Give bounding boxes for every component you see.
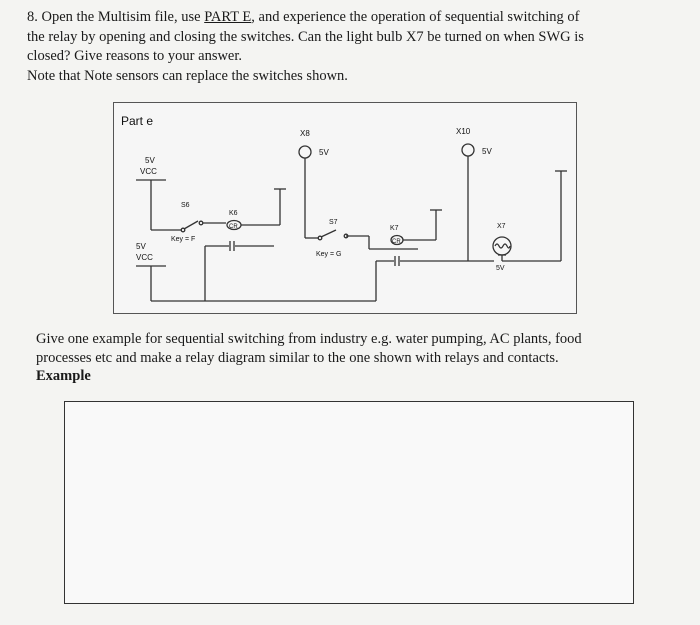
answer-box[interactable] xyxy=(64,401,634,604)
question-text xyxy=(27,8,677,86)
s7-key: Key = G xyxy=(316,251,342,258)
s7-switch-blade xyxy=(321,230,336,237)
vcc-bottom-label: VCC xyxy=(136,253,153,262)
k7-label: K7 xyxy=(390,225,399,232)
k6-label: K6 xyxy=(229,210,238,217)
circuit-diagram xyxy=(113,102,577,314)
question-line-2: the relay by opening and closing the switches. Can the light bulb X7 be turned on when SWG is xyxy=(27,28,584,45)
task-line-1: Give one example for sequential switching from industry e.g. water pumping, AC plants, food xyxy=(36,331,582,347)
x7-lamp-filament xyxy=(495,244,510,248)
task-text xyxy=(36,330,676,386)
vcc-top-label: VCC xyxy=(140,167,157,176)
k6-coil-label: CR xyxy=(229,224,238,230)
x8-voltage: 5V xyxy=(319,148,329,157)
example-label: Example xyxy=(36,368,91,384)
s6-key: Key = F xyxy=(171,236,196,243)
task-line-2: processes etc and make a relay diagram similar to the one shown with relays and contacts. xyxy=(36,349,559,366)
question-number: 8. xyxy=(27,9,38,25)
vcc-bottom-voltage: 5V xyxy=(136,242,146,251)
circuit-svg xyxy=(114,103,576,313)
x10-label: X10 xyxy=(456,127,471,136)
question-line-1-end: , and experience the operation of sequential switching of xyxy=(251,9,580,25)
question-line-1 xyxy=(27,8,677,28)
vcc-top-voltage: 5V xyxy=(145,156,155,165)
question-line-3: closed? Give reasons to your answer. xyxy=(27,48,243,64)
x8-label: X8 xyxy=(300,129,310,138)
x10-probe-icon xyxy=(462,144,474,156)
s6-switch-blade xyxy=(184,221,198,229)
x7-label: X7 xyxy=(497,223,506,230)
s6-label: S6 xyxy=(181,202,190,209)
part-e-reference: PART E xyxy=(204,9,252,25)
k7-coil-label: CR xyxy=(392,239,401,245)
s6-contact-right xyxy=(199,221,203,225)
x10-voltage: 5V xyxy=(482,147,492,156)
panel-title: Part e xyxy=(121,114,154,128)
x7-voltage: 5V xyxy=(496,265,505,272)
x8-probe-icon xyxy=(299,146,311,158)
question-line-4: Note that Note sensors can replace the switches shown. xyxy=(27,67,348,84)
s7-label: S7 xyxy=(329,219,338,226)
question-line-1-start: Open the Multisim file, use xyxy=(41,9,201,25)
